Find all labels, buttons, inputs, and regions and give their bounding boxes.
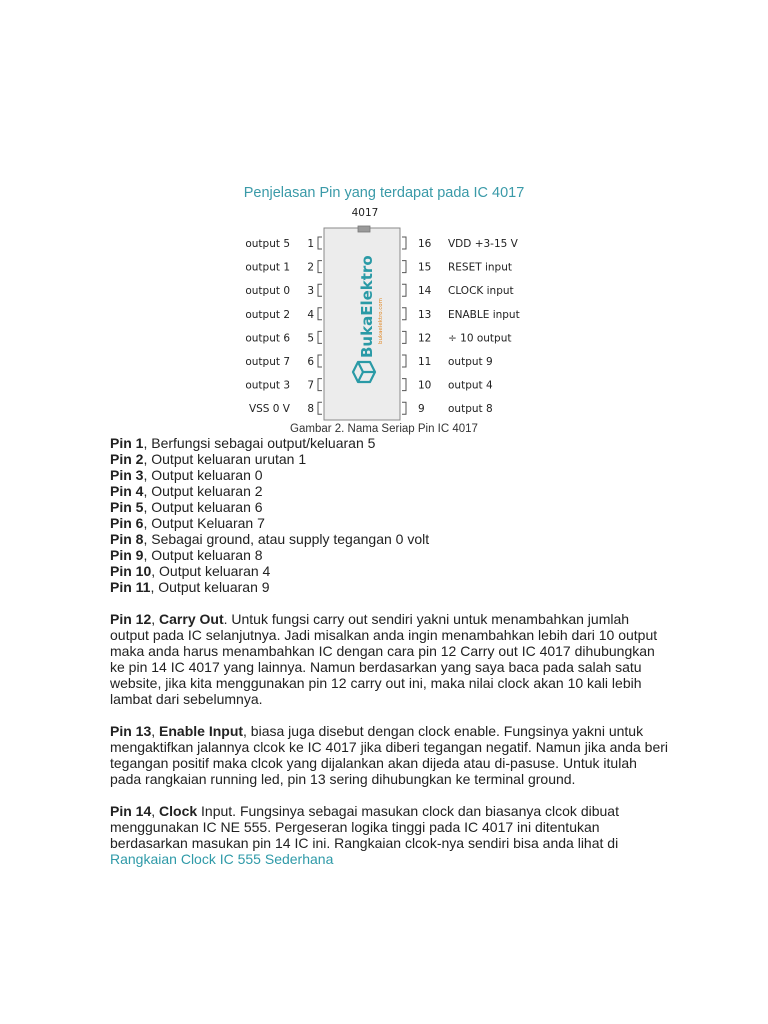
right-pin-label: CLOCK input bbox=[448, 285, 514, 298]
left-pin-number: 2 bbox=[307, 261, 314, 274]
pin-number-label: Pin 8 bbox=[110, 531, 144, 547]
left-pin-number: 8 bbox=[307, 403, 314, 416]
pin-14-label: Pin 14 bbox=[110, 803, 152, 819]
pin-lead-left bbox=[318, 331, 322, 343]
pin-description: , Sebagai ground, atau supply tegangan 0 volt bbox=[143, 531, 430, 547]
pin-lead-right bbox=[402, 331, 406, 343]
left-pin-label: output 1 bbox=[245, 261, 290, 274]
pin-lead-right bbox=[402, 261, 406, 273]
enable-input-term: Enable Input bbox=[159, 723, 244, 739]
pin-13-description: , biasa juga disebut dengan clock enable. Fungsinya yakni untuk mengaktifkan jalannya clcok ke IC 4017 jika diberi tegangan negatif. Namun jika anda beri tegangan positif maka clcok yang dijalankan akan dijeda atau di-pasuse. Untuk itulah pada rangkaian running led, pin 13 sering dihubungkan ke terminal ground. bbox=[110, 723, 669, 787]
pin-list-item bbox=[110, 579, 670, 595]
pin-lead-left bbox=[318, 308, 322, 320]
ic-pinout-svg bbox=[232, 204, 536, 424]
pin-lead-left bbox=[318, 261, 322, 273]
carry-out-term: Carry Out bbox=[159, 611, 224, 627]
paragraph-pin-12: Pin 12, Carry Out. Untuk fungsi carry out sendiri yakni untuk menambahkan jumlah output pada IC selanjutnya. Jadi misalkan anda ingin menambahkan lebih dari 10 output maka anda harus menambahkan IC dengan cara pin 12 Carry out IC 4017 dihubungkan ke pin 14 IC 4017 yang lainnya. Namun berdasarkan yang saya baca pada salah satu website, jika kita menggunakan pin 12 carry out ini, maka nilai clock akan 10 kali lebih lambat dari sebelumnya. bbox=[110, 611, 658, 707]
pin-number-label: Pin 2 bbox=[110, 451, 144, 467]
right-pin-label: VDD +3-15 V bbox=[448, 238, 518, 250]
right-pin-number: 16 bbox=[418, 238, 432, 250]
left-pin-label: output 2 bbox=[245, 308, 290, 321]
left-pin-number: 7 bbox=[307, 379, 314, 392]
left-pin-number: 4 bbox=[307, 308, 314, 321]
pin-number-label: Pin 4 bbox=[110, 483, 144, 499]
pin-list-item bbox=[110, 435, 670, 451]
right-pin-number: 9 bbox=[418, 403, 425, 416]
pin-list-item bbox=[110, 499, 670, 515]
right-pin-label: output 9 bbox=[448, 356, 493, 368]
pin-lead-right bbox=[402, 284, 406, 296]
pin-lead-right bbox=[402, 237, 406, 249]
pin-list-item bbox=[110, 563, 670, 579]
right-pin-label: output 8 bbox=[448, 403, 493, 416]
pin-number-label: Pin 10 bbox=[110, 563, 152, 579]
pin-lead-left bbox=[318, 284, 322, 296]
right-pin-label: RESET input bbox=[448, 261, 512, 274]
ic-notch bbox=[358, 226, 370, 232]
pin-description: , Output keluaran urutan 1 bbox=[143, 451, 307, 467]
article-body bbox=[110, 435, 670, 867]
pin-number-label: Pin 1 bbox=[110, 435, 144, 451]
pin-12-description: . Untuk fungsi carry out sendiri yakni untuk menambahkan jumlah output pada IC selanjutnya. Jadi misalkan anda ingin menambahkan lebih dari 10 output maka anda harus menambahkan IC dengan cara pin 12 Carry out IC 4017 dihubungkan ke pin 14 IC 4017 yang lainnya. Namun berdasarkan yang saya baca pada salah satu website, jika kita menggunakan pin 12 carry out ini, maka nilai clock akan 10 kali lebih lambat dari sebelumnya. bbox=[110, 611, 658, 707]
left-pin-number: 3 bbox=[307, 285, 314, 298]
pin-lead-right bbox=[402, 402, 406, 414]
left-pin-label: VSS 0 V bbox=[248, 403, 290, 416]
pin-description: , Output Keluaran 7 bbox=[143, 515, 265, 531]
left-pin-number: 6 bbox=[307, 356, 314, 368]
pin-description: , Berfungsi sebagai output/keluaran 5 bbox=[143, 435, 376, 451]
pin-number-label: Pin 9 bbox=[110, 547, 144, 563]
pin-list-item bbox=[110, 531, 670, 547]
left-pin-label: output 0 bbox=[245, 285, 290, 298]
left-pin-label: output 6 bbox=[245, 332, 290, 345]
pin-lead-left bbox=[318, 379, 322, 391]
right-pin-label: ENABLE input bbox=[448, 308, 520, 321]
pin-lead-right bbox=[402, 355, 406, 367]
pin-list-item bbox=[110, 467, 670, 483]
pin-list-item bbox=[110, 451, 670, 467]
right-pin-number: 15 bbox=[418, 261, 432, 274]
clock-term: Clock bbox=[159, 803, 198, 819]
pin-lead-right bbox=[402, 308, 406, 320]
left-pin-number: 1 bbox=[307, 238, 314, 250]
pin-number-label: Pin 6 bbox=[110, 515, 144, 531]
pin-description: , Output keluaran 0 bbox=[143, 467, 263, 483]
paragraph-pin-14: Pin 14, Clock Input. Fungsinya sebagai masukan clock dan biasanya clcok dibuat menggunakan IC NE 555. Pergeseran logika tinggi pada IC 4017 ini ditentukan berdasarkan masukan pin 14 IC ini. Rangkaian clcok-nya sendiri bisa anda lihat di Rangkaian Clock IC 555 Sederhana bbox=[110, 803, 619, 867]
pin-lead-left bbox=[318, 355, 322, 367]
clock-ic-555-link[interactable]: Rangkaian Clock IC 555 Sederhana bbox=[110, 851, 334, 867]
right-pin-label: ÷ 10 output bbox=[448, 332, 512, 345]
diagram-title: Penjelasan Pin yang terdapat pada IC 4017 bbox=[243, 185, 525, 201]
right-pin-number: 10 bbox=[418, 379, 432, 392]
right-pin-number: 12 bbox=[418, 332, 432, 345]
ic-4017-pinout-diagram bbox=[232, 204, 536, 424]
pin-description: , Output keluaran 9 bbox=[150, 579, 270, 595]
pin-description: , Output keluaran 2 bbox=[143, 483, 263, 499]
paragraph-pin-13: Pin 13, Enable Input, biasa juga disebut dengan clock enable. Fungsinya yakni untuk mengaktifkan jalannya clcok ke IC 4017 jika diberi tegangan negatif. Namun jika anda beri tegangan positif maka clcok yang dijalankan akan dijeda atau di-pasuse. Untuk itulah pada rangkaian running led, pin 13 sering dihubungkan ke terminal ground. bbox=[110, 723, 669, 787]
pin-13-label: Pin 13 bbox=[110, 723, 152, 739]
pin-14-description: Input. Fungsinya sebagai masukan clock dan biasanya clcok dibuat menggunakan IC NE 555. Pergeseran logika tinggi pada IC 4017 ini ditentukan berdasarkan masukan pin 14 IC ini. Rangkaian clcok-nya sendiri bisa anda lihat di bbox=[110, 803, 619, 851]
pin-lead-left bbox=[318, 237, 322, 249]
pin-list-item bbox=[110, 547, 670, 563]
left-pin-label: output 3 bbox=[245, 379, 290, 392]
watermark-subtext: bukaelektro.com bbox=[378, 298, 384, 344]
figure-caption: Gambar 2. Nama Seriap Pin IC 4017 bbox=[290, 423, 478, 435]
pin-lead-left bbox=[318, 402, 322, 414]
left-pin-label: output 7 bbox=[245, 356, 290, 368]
pin-description: , Output keluaran 6 bbox=[143, 499, 263, 515]
pin-list-item bbox=[110, 483, 670, 499]
pin-description: , Output keluaran 8 bbox=[143, 547, 263, 563]
left-pin-label: output 5 bbox=[245, 238, 290, 250]
pin-list bbox=[110, 435, 670, 595]
left-pin-number: 5 bbox=[307, 332, 314, 345]
ic-name-label: 4017 bbox=[351, 207, 379, 219]
watermark-text: BukaElektro bbox=[358, 255, 376, 358]
pin-12-label: Pin 12 bbox=[110, 611, 152, 627]
pin-number-label: Pin 11 bbox=[110, 579, 151, 595]
right-pin-label: output 4 bbox=[448, 379, 493, 392]
right-pin-number: 14 bbox=[418, 285, 432, 298]
right-pin-number: 11 bbox=[418, 356, 432, 368]
pin-lead-right bbox=[402, 379, 406, 391]
pin-number-label: Pin 5 bbox=[110, 499, 144, 515]
pin-description: , Output keluaran 4 bbox=[151, 563, 271, 579]
pin-number-label: Pin 3 bbox=[110, 467, 144, 483]
right-pin-number: 13 bbox=[418, 308, 432, 321]
pin-list-item bbox=[110, 515, 670, 531]
